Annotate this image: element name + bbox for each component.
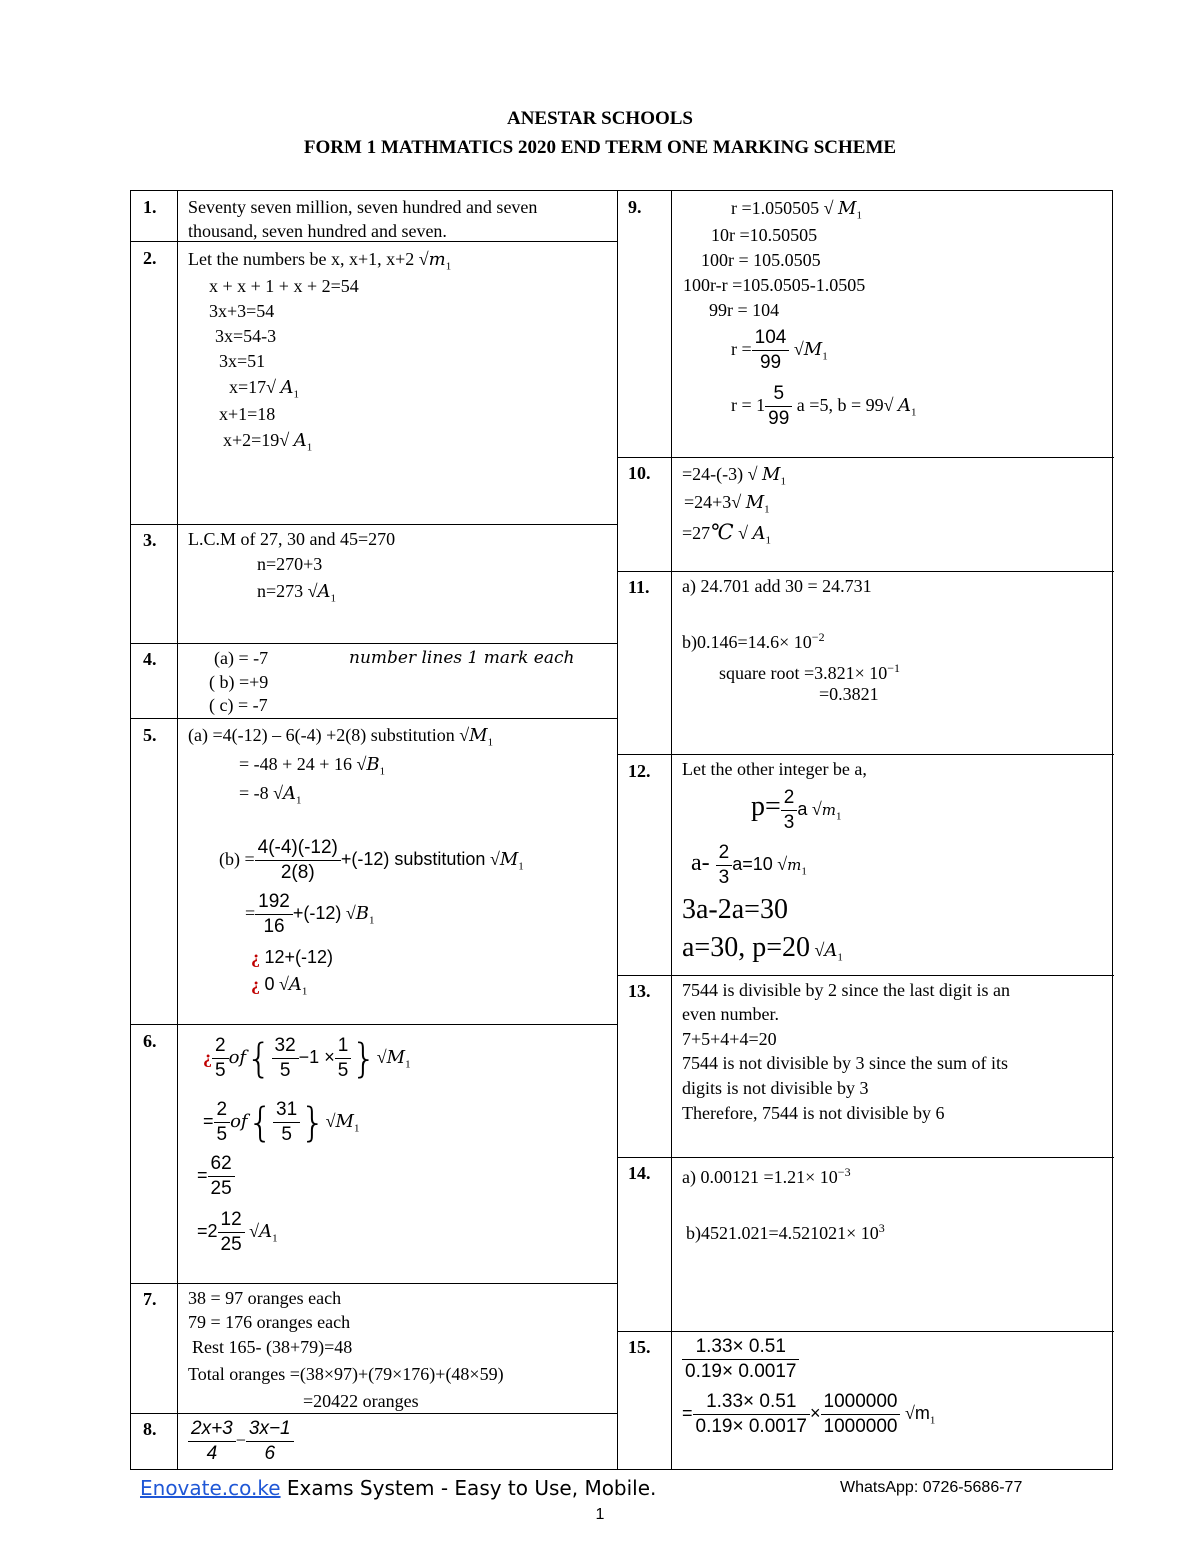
answer-line: x+1=18 bbox=[219, 404, 276, 424]
enovate-link[interactable]: Enovate.co.ke bbox=[140, 1476, 281, 1500]
answer-line: = $\frac{2}{5}$ of{ $\frac{31}{5}$ }$√M_1$ bbox=[203, 1099, 360, 1146]
answer-line: digits is not divisible by 3 bbox=[682, 1078, 869, 1098]
answer-line: = $\frac{1.33\times 0.51}{0.19\times 0.0017}$ × $\frac{1000000}{1000000}$ $√m_1$ bbox=[682, 1391, 936, 1438]
answer-line: 79 = 176 oranges each bbox=[188, 1312, 351, 1332]
row-divider bbox=[617, 754, 1114, 755]
row-divider bbox=[617, 457, 1114, 458]
marking-scheme-table bbox=[130, 190, 1113, 1470]
answer-line: r = 1 $\frac{5}{99}$ a =5, b = 99√ $A_1$ bbox=[731, 383, 917, 430]
answer-line: ( b) =+9 bbox=[209, 672, 269, 692]
answer-line: 3a-2a=30 bbox=[682, 894, 788, 925]
answer-line: a- $\frac{2}{3}$ a=10 $√m_1$ bbox=[691, 842, 807, 889]
row-divider bbox=[131, 643, 618, 644]
page-number: 1 bbox=[595, 1506, 605, 1523]
answer-line: Seventy seven million, seven hundred and seven bbox=[188, 197, 538, 217]
answer-line: n=273 $√A_1$ bbox=[257, 581, 337, 605]
question-number: 7. bbox=[143, 1289, 157, 1309]
answer-line: =24-(-3) √ $M_1$ bbox=[682, 464, 786, 488]
answer-line: 3x+3=54 bbox=[209, 301, 275, 321]
answer-line: 99r = 104 bbox=[709, 300, 780, 320]
answer-line: a=30, p=20 $√A_1$ bbox=[682, 932, 843, 964]
answer-line: (a) = -7 bbox=[214, 648, 269, 668]
answer-line: 10r =10.50505 bbox=[711, 225, 818, 245]
answer-line: a) 24.701 add 30 = 24.731 bbox=[682, 576, 872, 596]
answer-line: (b) = $\frac{4(-4)(-12)}{2(8)}$ +(-12) substitution $√M_1$ bbox=[219, 837, 524, 884]
answer-line: ¿ $\frac{2}{5}$ of{ $\frac{32}{5}$ −1 × $\frac{1}{5}$ }$√M_1$ bbox=[203, 1035, 411, 1082]
row-divider bbox=[617, 571, 1114, 572]
answer-line: Let the other integer be a, bbox=[682, 759, 867, 779]
answer-line: $b)0.146=14.6\times 10^{-2}$ bbox=[682, 630, 825, 652]
answer-line: ¿ 12+(-12) bbox=[251, 947, 334, 967]
answer-line: x=17√ $A_1$ bbox=[229, 377, 300, 401]
document-title: FORM 1 MATHMATICS 2020 END TERM ONE MARKING SCHEME bbox=[303, 137, 897, 158]
col-divider bbox=[617, 191, 618, 1469]
answer-line: ( c) = -7 bbox=[209, 695, 268, 715]
question-number: 2. bbox=[143, 248, 157, 268]
answer-line: a) $0.00121 =1.21\times 10^{-3}$ bbox=[682, 1165, 851, 1187]
whatsapp-contact: WhatsApp: 0726-5686-77 bbox=[840, 1479, 1023, 1496]
question-number: 11. bbox=[628, 577, 650, 597]
answer-line: r =1.050505 √ $M_1$ bbox=[731, 198, 862, 222]
row-divider bbox=[131, 718, 618, 719]
row-divider bbox=[617, 1157, 1114, 1158]
question-number: 4. bbox=[143, 649, 157, 669]
answer-line: thousand, seven hundred and seven. bbox=[188, 221, 447, 241]
question-number: 9. bbox=[628, 197, 642, 217]
answer-line: =20422 oranges bbox=[303, 1391, 419, 1411]
question-number: 13. bbox=[628, 981, 651, 1001]
answer-line: = $\frac{192}{16}$ +(-12) $√B_1$ bbox=[245, 891, 375, 938]
row-divider bbox=[131, 1024, 618, 1025]
answer-line: 100r = 105.0505 bbox=[701, 250, 821, 270]
answer-line: x + x + 1 + x + 2=54 bbox=[209, 276, 359, 296]
answer-line: square root $=3.821\times 10^{-1}$ bbox=[719, 661, 901, 683]
question-number: 6. bbox=[143, 1031, 157, 1051]
question-number: 10. bbox=[628, 463, 651, 483]
col-divider bbox=[177, 191, 178, 1469]
question-number: 3. bbox=[143, 530, 157, 550]
row-divider bbox=[131, 1283, 618, 1284]
answer-line: 3x=51 bbox=[219, 351, 266, 371]
answer-line: x+2=19√ $A_1$ bbox=[223, 430, 313, 454]
question-number: 1. bbox=[143, 197, 157, 217]
answer-line: Therefore, 7544 is not divisible by 6 bbox=[682, 1103, 945, 1123]
answer-line: even number. bbox=[682, 1004, 779, 1024]
col-divider bbox=[671, 191, 672, 1469]
school-name: ANESTAR SCHOOLS bbox=[506, 108, 693, 129]
question-number: 8. bbox=[143, 1419, 157, 1439]
answer-line: L.C.M of 27, 30 and 45=270 bbox=[188, 529, 396, 549]
answer-line: Total oranges =(38×97)+(79×176)+(48×59) bbox=[188, 1364, 504, 1384]
answer-line: $\frac{1.33\times 0.51}{0.19\times 0.0017}$ bbox=[682, 1332, 799, 1384]
answer-line: =27℃ √ $A_1$ bbox=[682, 520, 772, 547]
footer-text: Exams System - Easy to Use, Mobile. bbox=[280, 1476, 657, 1500]
answer-line: r = $\frac{104}{99}$ $√M_1$ bbox=[731, 327, 828, 374]
question-number: 14. bbox=[628, 1163, 651, 1183]
answer-line: = -48 + 24 + 16 $√B_1$ bbox=[239, 754, 386, 778]
answer-line: 7544 is divisible by 2 since the last digit is an bbox=[682, 980, 1010, 1000]
row-divider bbox=[131, 524, 618, 525]
answer-line: 38 = 97 oranges each bbox=[188, 1288, 342, 1308]
answer-line: Let the numbers be x, x+1, x+2 $√m_1$ bbox=[188, 249, 452, 273]
footer-banner bbox=[140, 1476, 656, 1500]
answer-line: p= $\frac{2}{3}$ a $√m_1$ bbox=[751, 787, 842, 834]
marking-note: number lines 1 mark each bbox=[349, 648, 575, 668]
question-number: 12. bbox=[628, 761, 651, 781]
answer-line: $\frac{2x+3}{4}$ − $\frac{3x-1}{6}$ bbox=[188, 1414, 294, 1466]
answer-line: n=270+3 bbox=[257, 554, 323, 574]
answer-line: $b)4521.021=4.521021\times 10^3$ bbox=[686, 1221, 885, 1243]
answer-line: = $\frac{62}{25}$ bbox=[197, 1149, 235, 1201]
answer-line: Rest 165- (38+79)=48 bbox=[192, 1337, 353, 1357]
answer-line: 100r-r =105.0505-1.0505 bbox=[683, 275, 866, 295]
row-divider bbox=[617, 975, 1114, 976]
answer-line: = -8 $√A_1$ bbox=[239, 783, 302, 807]
answer-line: =0.3821 bbox=[819, 684, 879, 704]
answer-line: 7544 is not divisible by 3 since the sum of its bbox=[682, 1053, 1008, 1073]
answer-line: =24+3√ $M_1$ bbox=[684, 492, 770, 516]
answer-line: 7+5+4+4=20 bbox=[682, 1029, 777, 1049]
answer-line: (a) =4(-12) – 6(-4) +2(8) substitution $√M_1$ bbox=[188, 725, 494, 749]
question-number: 15. bbox=[628, 1337, 651, 1357]
answer-line: 3x=54-3 bbox=[215, 326, 277, 346]
answer-line: ¿ 0 $√A_1$ bbox=[251, 974, 308, 998]
answer-line: =2 $\frac{12}{25}$ $√A_1$ bbox=[197, 1209, 278, 1256]
question-number: 5. bbox=[143, 725, 157, 745]
